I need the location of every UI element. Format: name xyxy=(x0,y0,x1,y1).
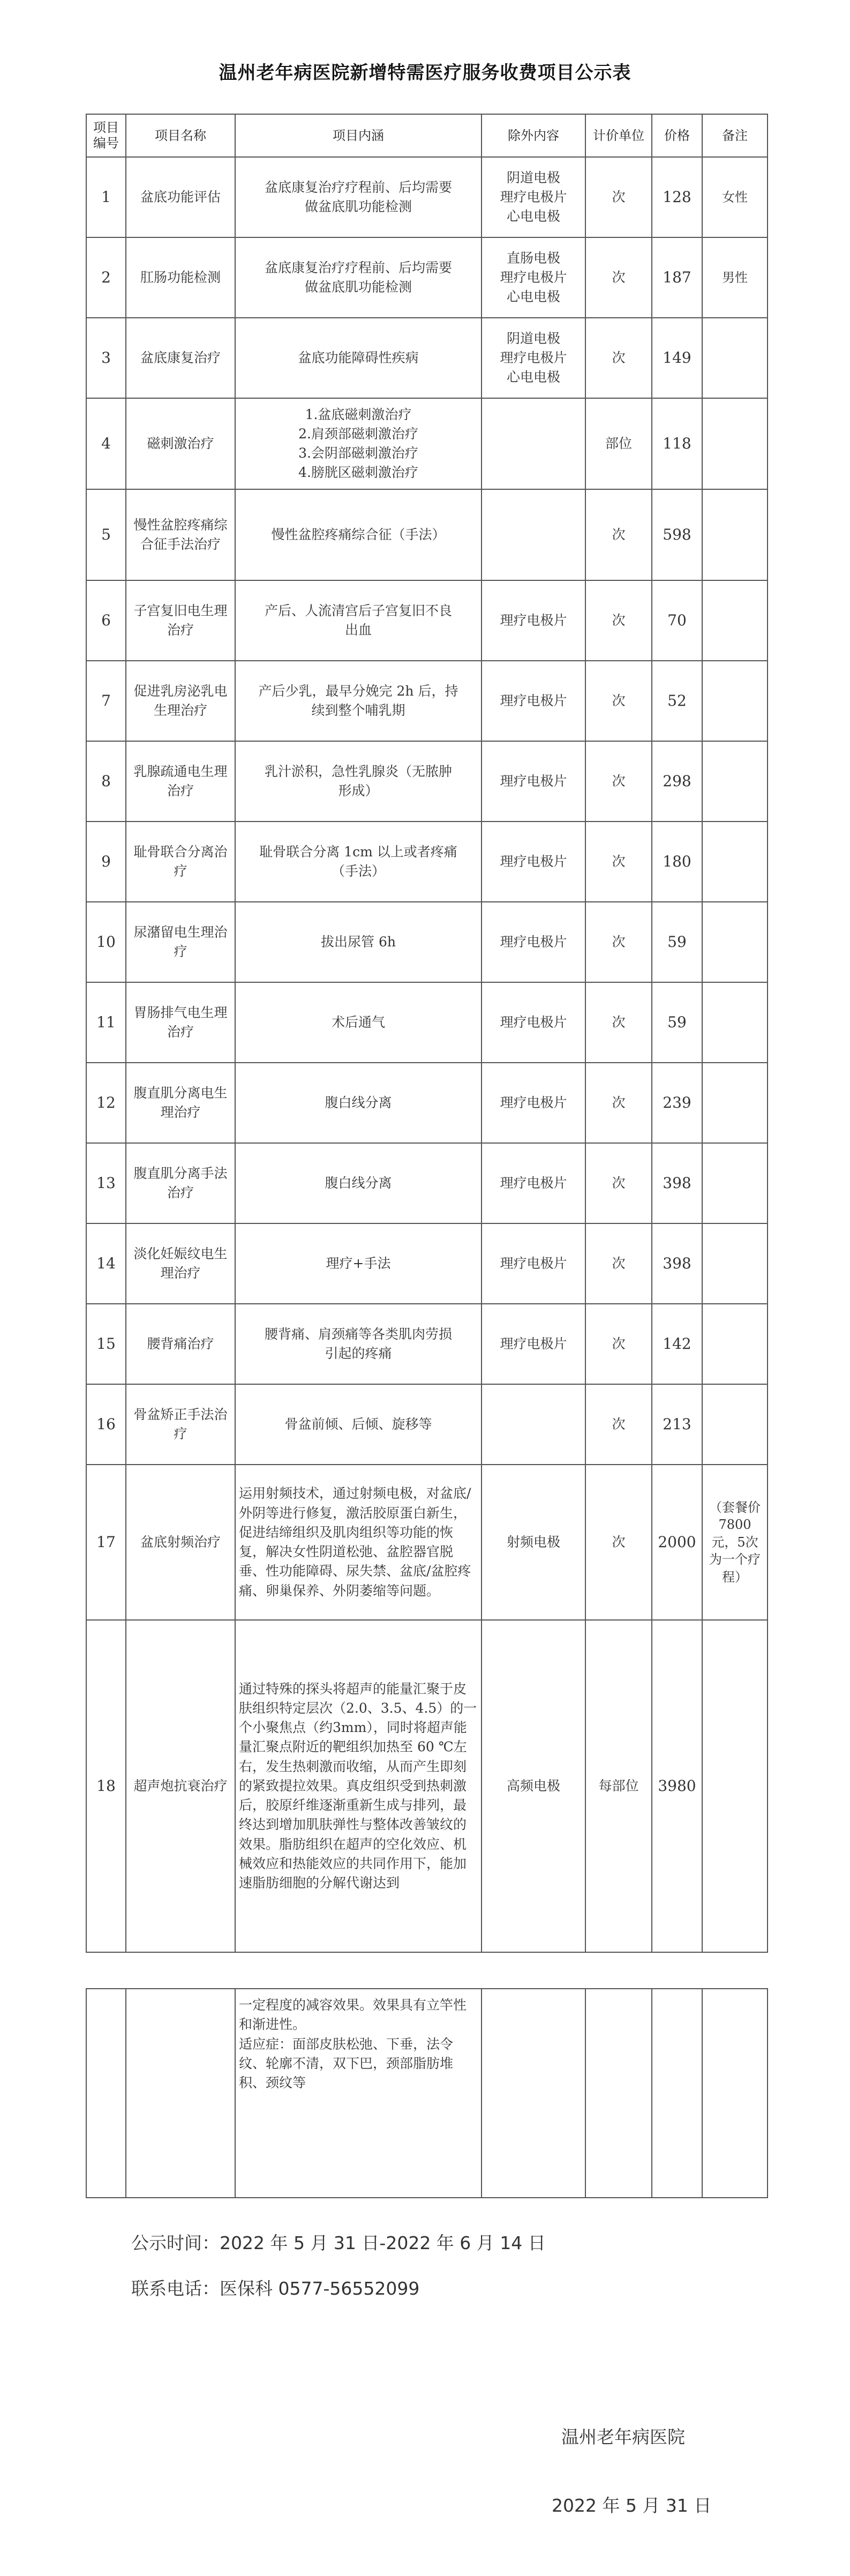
cell-unit: 次 xyxy=(585,902,652,982)
cell-note xyxy=(702,1620,768,1952)
cell-content: 盆底功能障碍性疾病 xyxy=(235,318,482,398)
cell-code: 1 xyxy=(86,157,126,237)
table-row xyxy=(86,1223,768,1304)
cell-code: 5 xyxy=(86,489,126,580)
cell-unit: 次 xyxy=(585,982,652,1063)
cell-price: 3980 xyxy=(652,1620,702,1952)
table-row xyxy=(86,1143,768,1223)
cell-code: 18 xyxy=(86,1620,126,1952)
cell-unit: 次 xyxy=(585,1223,652,1304)
cell-unit: 次 xyxy=(585,1143,652,1223)
cell-name: 盆底功能评估 xyxy=(126,157,235,237)
cell-price: 180 xyxy=(652,822,702,902)
cell-content: 1.盆底磁刺激治疗 2.肩颈部磁刺激治疗 3.会阴部磁刺激治疗 4.膀胱区磁刺激治疗 xyxy=(235,398,482,489)
cell-code: 15 xyxy=(86,1304,126,1384)
header-price: 价格 xyxy=(652,114,702,157)
header-code: 项目 编号 xyxy=(86,114,126,157)
cell-code: 9 xyxy=(86,822,126,902)
cell-name: 胃肠排气电生理治疗 xyxy=(126,982,235,1063)
cell-note xyxy=(702,741,768,822)
cell-excluded: 阴道电极 理疗电极片 心电电极 xyxy=(482,157,585,237)
cell-price: 239 xyxy=(652,1063,702,1143)
cell-unit: 次 xyxy=(585,661,652,741)
cell-price: 398 xyxy=(652,1143,702,1223)
table-row xyxy=(86,157,768,237)
cell-content: 通过特殊的探头将超声的能量汇聚于皮肤组织特定层次（2.0、3.5、4.5）的一个小聚焦点（约3mm），同时将超声能量汇聚点附近的靶组织加热至 60 ℃左右，发生热刺激而收缩，从而产生即刻的紧致提拉效果。真皮组织受到热刺激后，胶原纤维逐渐重新生成与排列，最终达到增加肌肤弹性与整体改善皱纹的效果。脂肪组织在超声的空化效应、机械效应和热能效应的共同作用下，能加速脂肪细胞的分解代谢达到 xyxy=(235,1620,482,1952)
cell-excluded: 理疗电极片 xyxy=(482,741,585,822)
cell-content: 理疗+手法 xyxy=(235,1223,482,1304)
cell-name: 盆底射频治疗 xyxy=(126,1465,235,1620)
cell-price: 118 xyxy=(652,398,702,489)
cell-price: 187 xyxy=(652,237,702,318)
cell-note xyxy=(702,822,768,902)
cell-note xyxy=(702,1063,768,1143)
cell-price: 70 xyxy=(652,580,702,661)
table-row xyxy=(86,1465,768,1620)
cell-content: 术后通气 xyxy=(235,982,482,1063)
cell-unit: 次 xyxy=(585,237,652,318)
cell-price: 398 xyxy=(652,1223,702,1304)
fee-table-body xyxy=(86,114,768,1952)
cell-note xyxy=(702,398,768,489)
cell-price: 598 xyxy=(652,489,702,580)
cell-excluded: 理疗电极片 xyxy=(482,1143,585,1223)
cell-code: 6 xyxy=(86,580,126,661)
cell-note xyxy=(702,1143,768,1223)
cell-code: 12 xyxy=(86,1063,126,1143)
cell-unit: 次 xyxy=(585,318,652,398)
cell-price: 59 xyxy=(652,982,702,1063)
table-row xyxy=(86,982,768,1063)
cell-name: 腰背痛治疗 xyxy=(126,1304,235,1384)
cell-note xyxy=(702,318,768,398)
cell-excluded: 理疗电极片 xyxy=(482,902,585,982)
cell-name: 促进乳房泌乳电生理治疗 xyxy=(126,661,235,741)
header-note: 备注 xyxy=(702,114,768,157)
cell-unit: 次 xyxy=(585,1304,652,1384)
cell-price: 213 xyxy=(652,1384,702,1465)
cell-name: 超声炮抗衰治疗 xyxy=(126,1620,235,1952)
cell-content: 腹白线分离 xyxy=(235,1143,482,1223)
cell-price: 142 xyxy=(652,1304,702,1384)
cell-excluded: 理疗电极片 xyxy=(482,1304,585,1384)
cell-excluded: 理疗电极片 xyxy=(482,1063,585,1143)
cell-excluded: 射频电极 xyxy=(482,1465,585,1620)
table-row xyxy=(86,1620,768,1952)
cell-code: 10 xyxy=(86,902,126,982)
cell-code: 8 xyxy=(86,741,126,822)
cell-note xyxy=(702,489,768,580)
table-row xyxy=(86,318,768,398)
cell-code: 13 xyxy=(86,1143,126,1223)
cell-excluded: 理疗电极片 xyxy=(482,580,585,661)
cell-content-continued: 一定程度的减容效果。效果具有立竿性和渐进性。 适应症：面部皮肤松弛、下垂，法令纹、轮廓不清，双下巴，颈部脂肪堆积、颈纹等 xyxy=(235,1989,482,2198)
cell-name: 子宫复旧电生理治疗 xyxy=(126,580,235,661)
cell-unit: 次 xyxy=(585,157,652,237)
page-title: 温州老年病医院新增特需医疗服务收费项目公示表 xyxy=(219,62,631,84)
cell-unit: 次 xyxy=(585,822,652,902)
cell-excluded: 直肠电极 理疗电极片 心电电极 xyxy=(482,237,585,318)
fee-table-continued xyxy=(86,1988,768,2198)
cell-excluded xyxy=(482,1384,585,1465)
cell-note xyxy=(702,1304,768,1384)
cell-unit: 每部位 xyxy=(585,1620,652,1952)
cell-price: 298 xyxy=(652,741,702,822)
header-unit: 计价单位 xyxy=(585,114,652,157)
cell-name: 乳腺疏通电生理治疗 xyxy=(126,741,235,822)
cell-price: 128 xyxy=(652,157,702,237)
cell-code: 11 xyxy=(86,982,126,1063)
cell-content: 盆底康复治疗疗程前、后均需要 做盆底肌功能检测 xyxy=(235,237,482,318)
table-row xyxy=(86,902,768,982)
table-row xyxy=(86,1304,768,1384)
cell-price: 52 xyxy=(652,661,702,741)
cell-code: 17 xyxy=(86,1465,126,1620)
cell-note xyxy=(702,1384,768,1465)
cell-excluded: 理疗电极片 xyxy=(482,1223,585,1304)
table-row xyxy=(86,489,768,580)
cell-content: 产后少乳，最早分娩完 2h 后，持 续到整个哺乳期 xyxy=(235,661,482,741)
cell-note xyxy=(702,580,768,661)
cell-code: 16 xyxy=(86,1384,126,1465)
cell-name: 耻骨联合分离治疗 xyxy=(126,822,235,902)
cell-unit: 次 xyxy=(585,741,652,822)
cell-note: （套餐价7800元，5次为一个疗程） xyxy=(702,1465,768,1620)
table-row xyxy=(86,580,768,661)
cell-content: 骨盆前倾、后倾、旋移等 xyxy=(235,1384,482,1465)
cell-content: 腹白线分离 xyxy=(235,1063,482,1143)
cell-code: 4 xyxy=(86,398,126,489)
cell-note xyxy=(702,1223,768,1304)
table-row xyxy=(86,1384,768,1465)
table-row xyxy=(86,1063,768,1143)
cell-content: 拔出尿管 6h xyxy=(235,902,482,982)
cell-excluded xyxy=(482,398,585,489)
cell-note xyxy=(702,982,768,1063)
contact-phone: 联系电话：医保科 0577-56552099 xyxy=(131,2278,420,2299)
cell-unit: 次 xyxy=(585,580,652,661)
table-row xyxy=(86,398,768,489)
cell-price: 2000 xyxy=(652,1465,702,1620)
cell-note xyxy=(702,661,768,741)
cell-excluded xyxy=(482,489,585,580)
cell-unit: 次 xyxy=(585,1063,652,1143)
header-excluded: 除外内容 xyxy=(482,114,585,157)
cell-name: 盆底康复治疗 xyxy=(126,318,235,398)
cell-code: 3 xyxy=(86,318,126,398)
cell-excluded: 理疗电极片 xyxy=(482,661,585,741)
cell-name: 慢性盆腔疼痛综合征手法治疗 xyxy=(126,489,235,580)
cell-content: 耻骨联合分离 1cm 以上或者疼痛 （手法） xyxy=(235,822,482,902)
cell-name: 淡化妊娠纹电生理治疗 xyxy=(126,1223,235,1304)
cell-unit: 部位 xyxy=(585,398,652,489)
table-row xyxy=(86,237,768,318)
cell-name: 肛肠功能检测 xyxy=(126,237,235,318)
cell-name: 腹直肌分离手法治疗 xyxy=(126,1143,235,1223)
cell-content: 产后、人流清宫后子宫复旧不良 出血 xyxy=(235,580,482,661)
cell-code: 2 xyxy=(86,237,126,318)
cell-note: 男性 xyxy=(702,237,768,318)
cell-code: 14 xyxy=(86,1223,126,1304)
table-row xyxy=(86,741,768,822)
cell-name: 骨盆矫正手法治疗 xyxy=(126,1384,235,1465)
cell-content: 盆底康复治疗疗程前、后均需要 做盆底肌功能检测 xyxy=(235,157,482,237)
hospital-signature: 温州老年病医院 xyxy=(561,2426,685,2447)
cell-name: 腹直肌分离电生理治疗 xyxy=(126,1063,235,1143)
table-row-continued xyxy=(86,1989,768,2198)
publicity-period: 公示时间：2022 年 5 月 31 日-2022 年 6 月 14 日 xyxy=(131,2232,546,2253)
cell-unit: 次 xyxy=(585,1384,652,1465)
table-row xyxy=(86,661,768,741)
table-header-row xyxy=(86,114,768,157)
cell-note: 女性 xyxy=(702,157,768,237)
cell-name: 尿潴留电生理治疗 xyxy=(126,902,235,982)
header-name: 项目名称 xyxy=(126,114,235,157)
cell-excluded: 阴道电极 理疗电极片 心电电极 xyxy=(482,318,585,398)
signature-date: 2022 年 5 月 31 日 xyxy=(552,2495,712,2516)
cell-excluded: 高频电极 xyxy=(482,1620,585,1952)
cell-content: 乳汁淤积，急性乳腺炎（无脓肿 形成） xyxy=(235,741,482,822)
cell-price: 59 xyxy=(652,902,702,982)
cell-content: 腰背痛、肩颈痛等各类肌肉劳损 引起的疼痛 xyxy=(235,1304,482,1384)
cell-code: 7 xyxy=(86,661,126,741)
cell-note xyxy=(702,902,768,982)
cell-excluded: 理疗电极片 xyxy=(482,822,585,902)
cell-unit: 次 xyxy=(585,1465,652,1620)
cell-name: 磁刺激治疗 xyxy=(126,398,235,489)
cell-excluded: 理疗电极片 xyxy=(482,982,585,1063)
table-row xyxy=(86,822,768,902)
fee-table xyxy=(86,114,768,1953)
cell-price: 149 xyxy=(652,318,702,398)
cell-content: 运用射频技术，通过射频电极，对盆底/外阴等进行修复，激活胶原蛋白新生，促进结缔组织及肌肉组织等功能的恢复，解决女性阴道松弛、盆腔器官脱垂、性功能障碍、尿失禁、盆底/盆腔疼痛、卵巢保养、外阴萎缩等问题。 xyxy=(235,1465,482,1620)
header-content: 项目内涵 xyxy=(235,114,482,157)
cell-unit: 次 xyxy=(585,489,652,580)
cell-content: 慢性盆腔疼痛综合征（手法） xyxy=(235,489,482,580)
